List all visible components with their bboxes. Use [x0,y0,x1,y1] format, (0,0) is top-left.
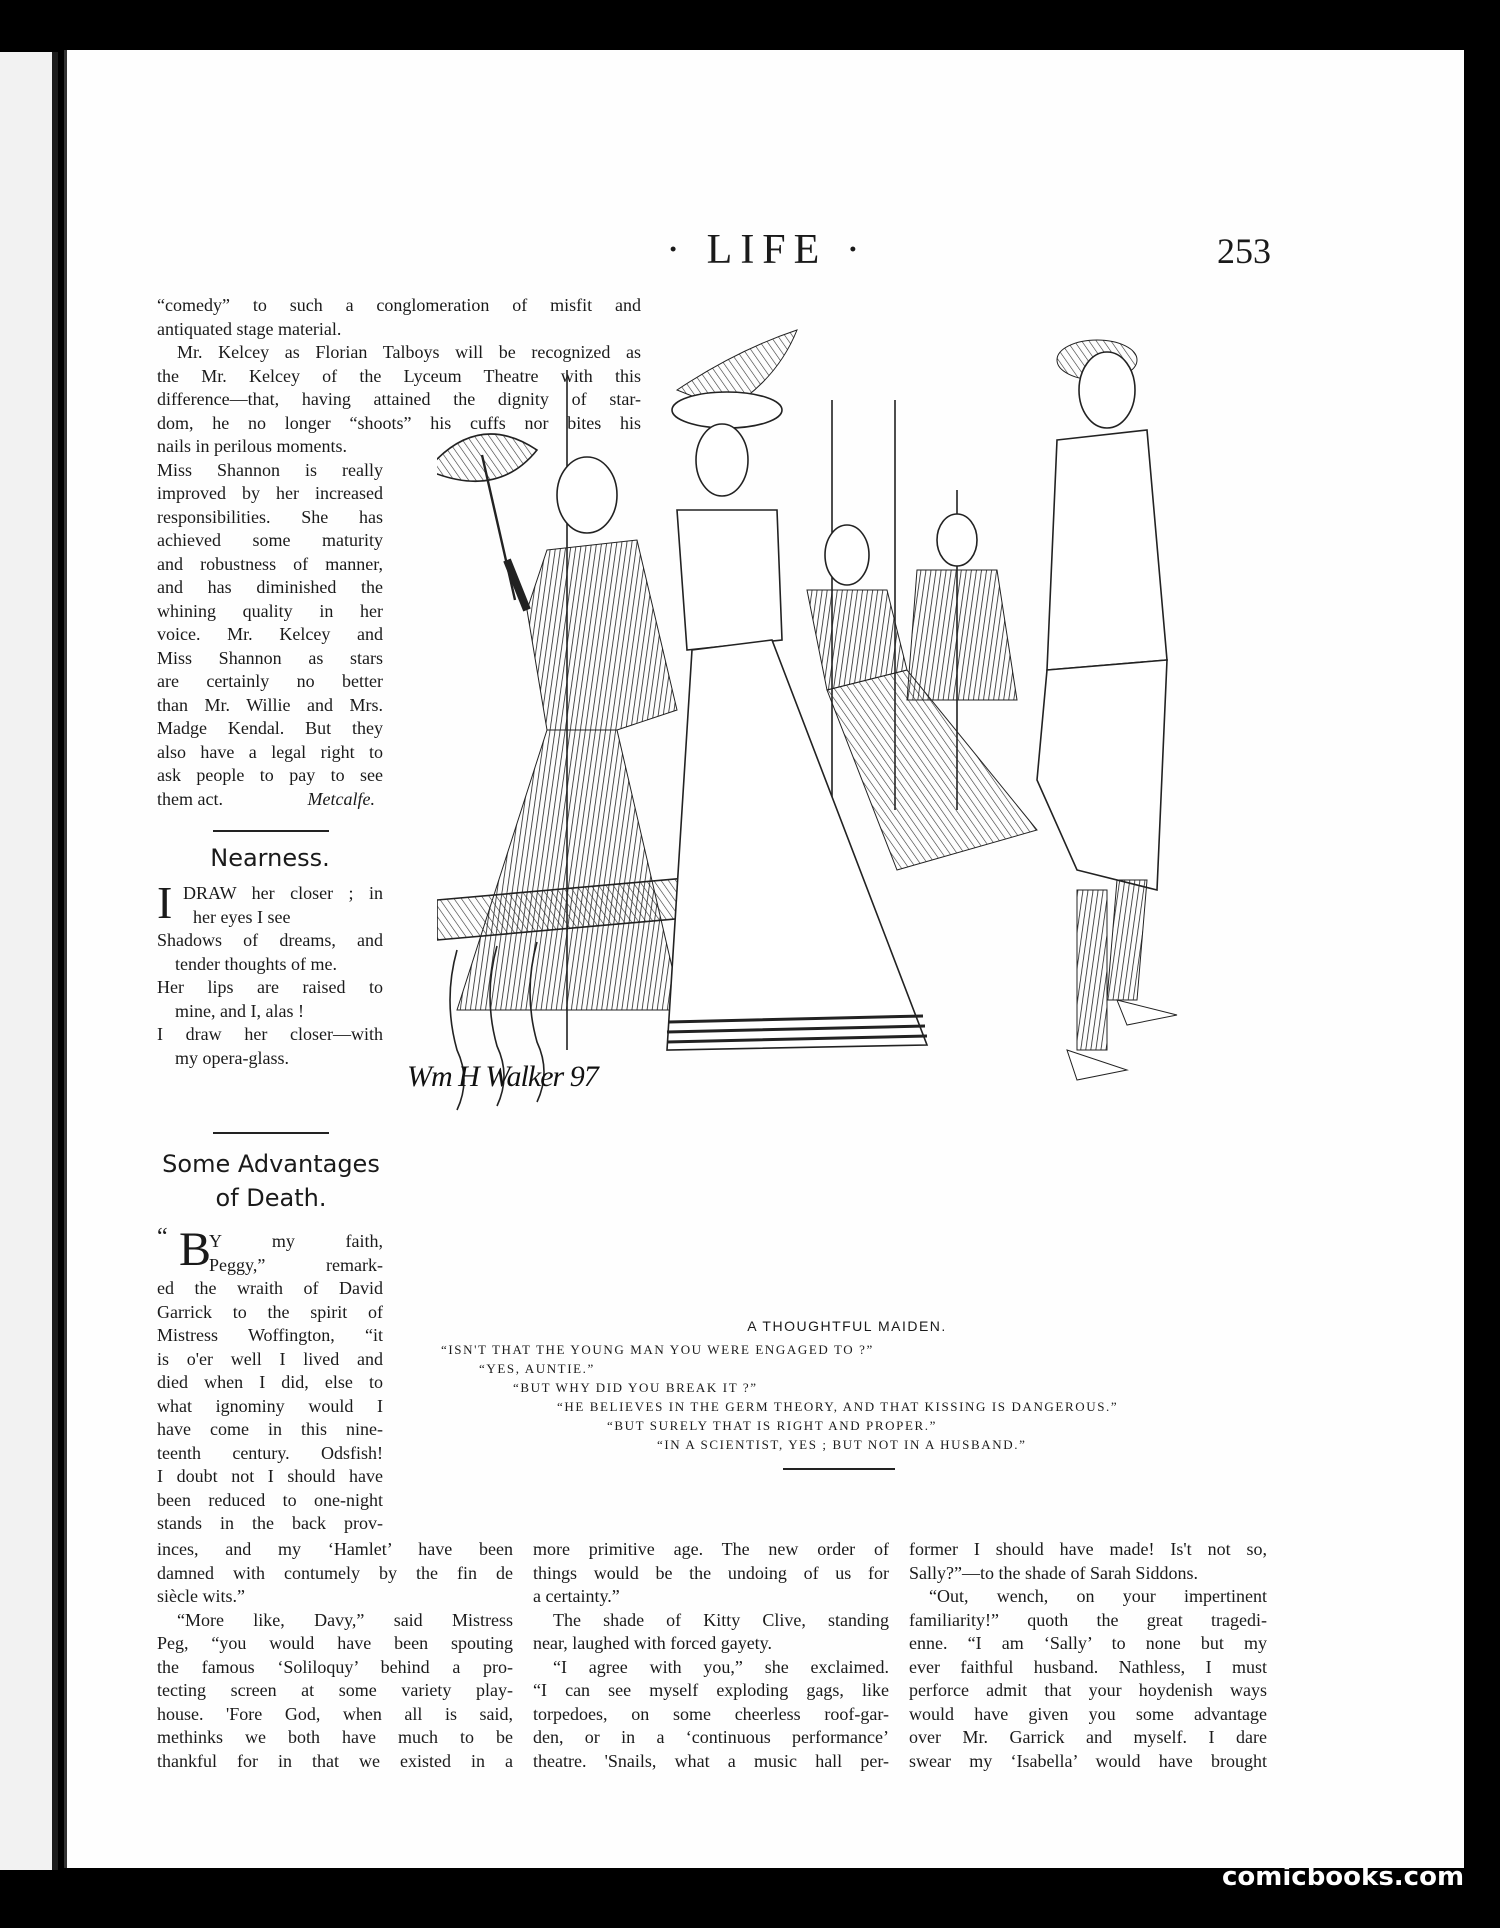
poem-line: Her lips are raised to [157,977,383,997]
text-line: antiquated stage material. [157,318,342,339]
text-line: Madge Kendal. But they [157,718,383,738]
text-line: perforce admit that your hoydenish ways [909,1680,1267,1700]
text-line: the famous ‘Soliloquy’ behind a pro- [157,1656,513,1677]
caption-divider [783,1468,895,1470]
poem-line: Shadows of dreams, and [157,930,383,950]
text-line: former I should have made! Is't not so, [909,1539,1267,1559]
magazine-page [64,50,1464,1868]
text-line: Sally?”—to the shade of Sarah Siddons. [909,1562,1198,1583]
text-line: stands in the back prov- [157,1513,383,1533]
poem-line: mine, and I, alas ! [175,1000,304,1021]
seated-man-figure [907,514,1017,700]
text-line: siècle wits.” [157,1586,245,1606]
text-line: improved by her increased [157,483,383,503]
text-line: methinks we both have much to be [157,1727,513,1747]
site-watermark: comicbooks.com [1222,1862,1465,1892]
text-line: what ignominy would I [157,1395,383,1416]
text-line: than Mr. Willie and Mrs. [157,694,383,715]
previous-page-edge [0,52,58,1870]
text-line: dom, he no longer “shoots” his cuffs nor bites his [157,412,641,433]
text-line: ever faithful husband. Nathless, I must [909,1656,1267,1677]
poem-line: DRAW her closer ; in [183,883,383,903]
illustration-thoughtful-maiden [437,310,1417,1350]
text-line: torpedoes, on some cheerless roof-gar- [533,1703,889,1724]
text-line: enne. “I am ‘Sally’ to none but my [909,1633,1267,1653]
text-line: damned with contumely by the fin de [157,1562,513,1583]
text-line: died when I did, else to [157,1372,383,1392]
caption-dialogue-line: “YES, AUNTIE.” [479,1361,595,1376]
text-line: near, laughed with forced gayety. [533,1633,773,1653]
text-line: the Mr. Kelcey of the Lyceum Theatre with this [157,365,641,386]
text-line: tecting screen at some variety play- [157,1680,513,1700]
text-line: Peg, “you would have been spouting [157,1633,513,1653]
text-line: over Mr. Garrick and myself. I dare [909,1727,1267,1747]
text-line: Miss Shannon is really [157,459,383,480]
essay-title [153,1150,389,1212]
text-line: “comedy” to such a conglomeration of misfit and [157,295,641,315]
poem-title: Nearness. [210,844,330,872]
text-line: theatre. 'Snails, what a music hall per- [533,1750,889,1771]
caption-dialogue-line: “ISN'T THAT THE YOUNG MAN YOU WERE ENGAGED TO ?” [441,1342,874,1357]
text-line: teenth century. Odsfish! [157,1442,383,1463]
section-divider [213,830,329,832]
young-man-figure [1037,340,1177,1080]
poem-line: my opera-glass. [175,1047,289,1068]
poem-line: I draw her closer—with [157,1024,383,1044]
poem-line: her eyes I see [193,906,291,927]
text-line: is o'er well I lived and [157,1348,383,1369]
text-line: Garrick to the spirit of [157,1301,383,1322]
essay-title-line: Some Advantages [162,1150,380,1178]
text-fragment: them act. [157,788,223,809]
section-divider [213,1132,329,1134]
text-line: inces, and my ‘Hamlet’ have been [157,1539,513,1559]
text-line: have come in this nine- [157,1419,383,1439]
text-line: ask people to pay to see [157,765,383,785]
essay-column-1 [157,1538,513,1773]
text-line: house. 'Fore God, when all is said, [157,1703,513,1724]
essay-column-3 [909,1538,1267,1773]
text-line: Y my faith, [209,1231,383,1251]
text-line: a certainty.” [533,1586,620,1606]
text-line: are certainly no better [157,671,383,691]
text-line: achieved some maturity [157,530,383,550]
drop-cap: B [179,1223,212,1276]
artist-signature: Wm H Walker 97 [407,1060,598,1093]
caption-title: A THOUGHTFUL MAIDEN. [747,1318,947,1334]
text-line: The shade of Kitty Clive, standing [553,1609,889,1630]
text-line: Mistress Woffington, “it [157,1325,383,1345]
text-line: also have a legal right to [157,741,383,762]
text-line: nails in perilous moments. [157,436,347,456]
essay-opening [157,1223,383,1536]
text-line: more primitive age. The new order of [533,1539,889,1559]
review-column-narrow [157,435,383,811]
review-signature: Metcalfe. [307,788,375,809]
text-line: familiarity!” quoth the great tragedi- [909,1609,1267,1630]
text-line: things would be the undoing of us for [533,1562,889,1583]
text-line: been reduced to one-night [157,1489,383,1510]
text-line: whining quality in her [157,600,383,621]
text-line: swear my ‘Isabella’ would have brought [909,1750,1267,1771]
text-line: Mr. Kelcey as Florian Talboys will be recognized as [177,342,641,362]
essay-title-line: of Death. [215,1184,327,1212]
text-line: voice. Mr. Kelcey and [157,624,383,644]
page-number: 253 [1217,231,1271,271]
text-line: den, or in a ‘continuous performance’ [533,1727,889,1747]
text-line: and has diminished the [157,577,383,597]
text-line: Miss Shannon as stars [157,647,383,668]
text-line: ed the wraith of David [157,1278,383,1298]
poem-line: tender thoughts of me. [175,953,337,974]
open-quote: “ [157,1224,168,1250]
text-line: responsibilities. She has [157,506,383,527]
caption-dialogue-line: “IN A SCIENTIST, YES ; BUT NOT IN A HUSBAND.” [657,1437,1027,1452]
drop-cap: I [157,877,173,928]
text-line: difference—that, having attained the dignity of star- [157,389,641,409]
essay-column-2 [533,1538,889,1773]
text-line: would have given you some advantage [909,1703,1267,1724]
text-line: “Out, wench, on your impertinent [929,1586,1267,1606]
text-line: “I agree with you,” she exclaimed. [553,1656,889,1677]
text-line: thankful for in that we existed in a [157,1750,513,1771]
text-line: “More like, Davy,” said Mistress [177,1609,513,1630]
text-line: “I can see myself exploding gags, like [533,1680,889,1700]
text-line [157,788,383,812]
text-line: Peggy,” remark- [209,1254,383,1275]
text-line: I doubt not I should have [157,1466,383,1486]
poem [157,877,383,1070]
caption-dialogue-line: “BUT WHY DID YOU BREAK IT ?” [513,1380,758,1395]
masthead-title: · LIFE · [666,227,868,273]
caption-dialogue-line: “BUT SURELY THAT IS RIGHT AND PROPER.” [607,1418,937,1433]
text-line: and robustness of manner, [157,553,383,574]
caption-dialogue-line: “HE BELIEVES IN THE GERM THEORY, AND THAT KISSING IS DANGEROUS.” [557,1399,1119,1414]
aunt-figure [457,457,682,1010]
